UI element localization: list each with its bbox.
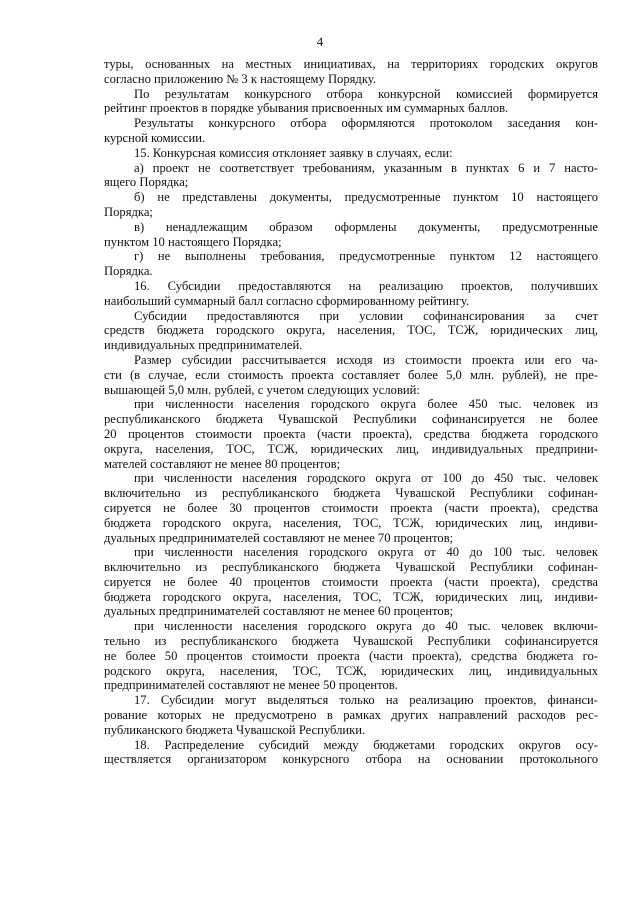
- document-body: [104, 57, 598, 767]
- text-line: По результатам конкурсного отбора конкурсной комиссией формируется: [134, 86, 598, 101]
- text-line: в) ненадлежащим образом оформлены документы, предусмотренные: [134, 219, 598, 234]
- text-line: индивидуальных предпринимателей.: [104, 338, 303, 353]
- text-line: бюджета городского округа, населения, ТОС, ТСЖ, юридических лиц, индиви-: [104, 515, 598, 530]
- text-line: г) не выполнены требования, предусмотренные пунктом 12 настоящего: [134, 249, 598, 264]
- text-line: включительно из республиканского бюджета Чувашской Республики софинан-: [104, 560, 598, 575]
- text-line: наибольший суммарный балл согласно сформированному рейтингу.: [104, 293, 470, 308]
- text-line: туры, основанных на местных инициативах, на территориях городских округов: [104, 57, 598, 71]
- text-line: пунктом 10 настоящего Порядка;: [104, 234, 282, 249]
- text-line: ящего Порядка;: [104, 175, 189, 190]
- text-line: вышающей 5,0 млн. рублей, с учетом следующих условий:: [104, 382, 420, 397]
- text-line: 15. Конкурсная комиссия отклоняет заявку в случаях, если:: [134, 145, 453, 160]
- text-line: предпринимателей составляют не менее 50 процентов.: [104, 678, 398, 693]
- text-line: сируется не более 40 процентов стоимости проекта (части проекта), средства: [104, 574, 598, 589]
- text-line: Результаты конкурсного отбора оформляются протоколом заседания кон-: [134, 116, 598, 131]
- text-line: дуальных предпринимателей составляют не менее 70 процентов;: [104, 530, 454, 545]
- text-line: рейтинг проектов в порядке убывания присвоенных им суммарных баллов.: [104, 101, 509, 116]
- text-line: Порядка.: [104, 264, 153, 279]
- text-line: сируется не более 30 процентов стоимости проекта (части проекта), средства: [104, 500, 598, 515]
- text-line: средств бюджета городского округа, населения, ТОС, ТСЖ, юридических лиц,: [104, 323, 598, 338]
- text-line: округа, населения, ТОС, ТСЖ, юридических лиц, индивидуальных предприни-: [104, 441, 598, 456]
- text-line: ществляется организатором конкурсного отбора на основании протокольного: [104, 752, 598, 767]
- text-line: при численности населения городского округа от 100 до 450 тыс. человек: [134, 471, 598, 486]
- text-line: а) проект не соответствует требованиям, указанным в пунктах 6 и 7 насто-: [134, 160, 598, 175]
- text-line: родского округа, населения, ТОС, ТСЖ, юридических лиц, индивидуальных: [104, 663, 598, 678]
- text-line: 18. Распределение субсидий между бюджетами городских округов осу-: [134, 737, 598, 752]
- text-line: дуальных предпринимателей составляют не менее 60 процентов;: [104, 604, 454, 619]
- text-line: не более 50 процентов стоимости проекта (части проекта), средства бюджета го-: [104, 648, 598, 663]
- text-line: 17. Субсидии могут выделяться только на реализацию проектов, финанси-: [134, 693, 598, 708]
- text-line: рование которых не предусмотрено в рамках других направлений расходов рес-: [104, 708, 598, 723]
- text-line: при численности населения городского округа более 450 тыс. человек из: [134, 397, 598, 412]
- text-line: республиканского бюджета Чувашской Республики софинансируется не более: [104, 412, 598, 427]
- text-line: согласно приложению № 3 к настоящему Порядку.: [104, 71, 376, 86]
- text-line: Порядка;: [104, 204, 153, 219]
- text-line: включительно из республиканского бюджета Чувашской Республики софинан-: [104, 486, 598, 501]
- text-line: мателей составляют не менее 80 процентов;: [104, 456, 341, 471]
- text-line: при численности населения городского округа от 40 до 100 тыс. человек: [134, 545, 598, 560]
- text-line: публиканского бюджета Чувашской Республики.: [104, 722, 366, 737]
- text-line: бюджета городского округа, населения, ТОС, ТСЖ, юридических лиц, индиви-: [104, 589, 598, 604]
- text-line: Субсидии предоставляются при условии софинансирования за счет: [134, 308, 598, 323]
- text-line: курсной комиссии.: [104, 130, 206, 145]
- text-line: тельно из республиканского бюджета Чувашской Республики софинансируется: [104, 634, 598, 649]
- text-line: при численности населения городского округа до 40 тыс. человек включи-: [134, 619, 598, 634]
- page-number: 4: [316, 34, 324, 49]
- text-line: 16. Субсидии предоставляются на реализацию проектов, получивших: [134, 278, 598, 293]
- text-line: сти (в случае, если стоимость проекта составляет более 5,0 млн. рублей), не пре-: [104, 367, 598, 382]
- text-line: Размер субсидии рассчитывается исходя из стоимости проекта или его ча-: [134, 352, 598, 367]
- text-line: 20 процентов стоимости проекта (части проекта), средства бюджета городского: [104, 426, 598, 441]
- text-line: б) не представлены документы, предусмотренные пунктом 10 настоящего: [134, 190, 598, 205]
